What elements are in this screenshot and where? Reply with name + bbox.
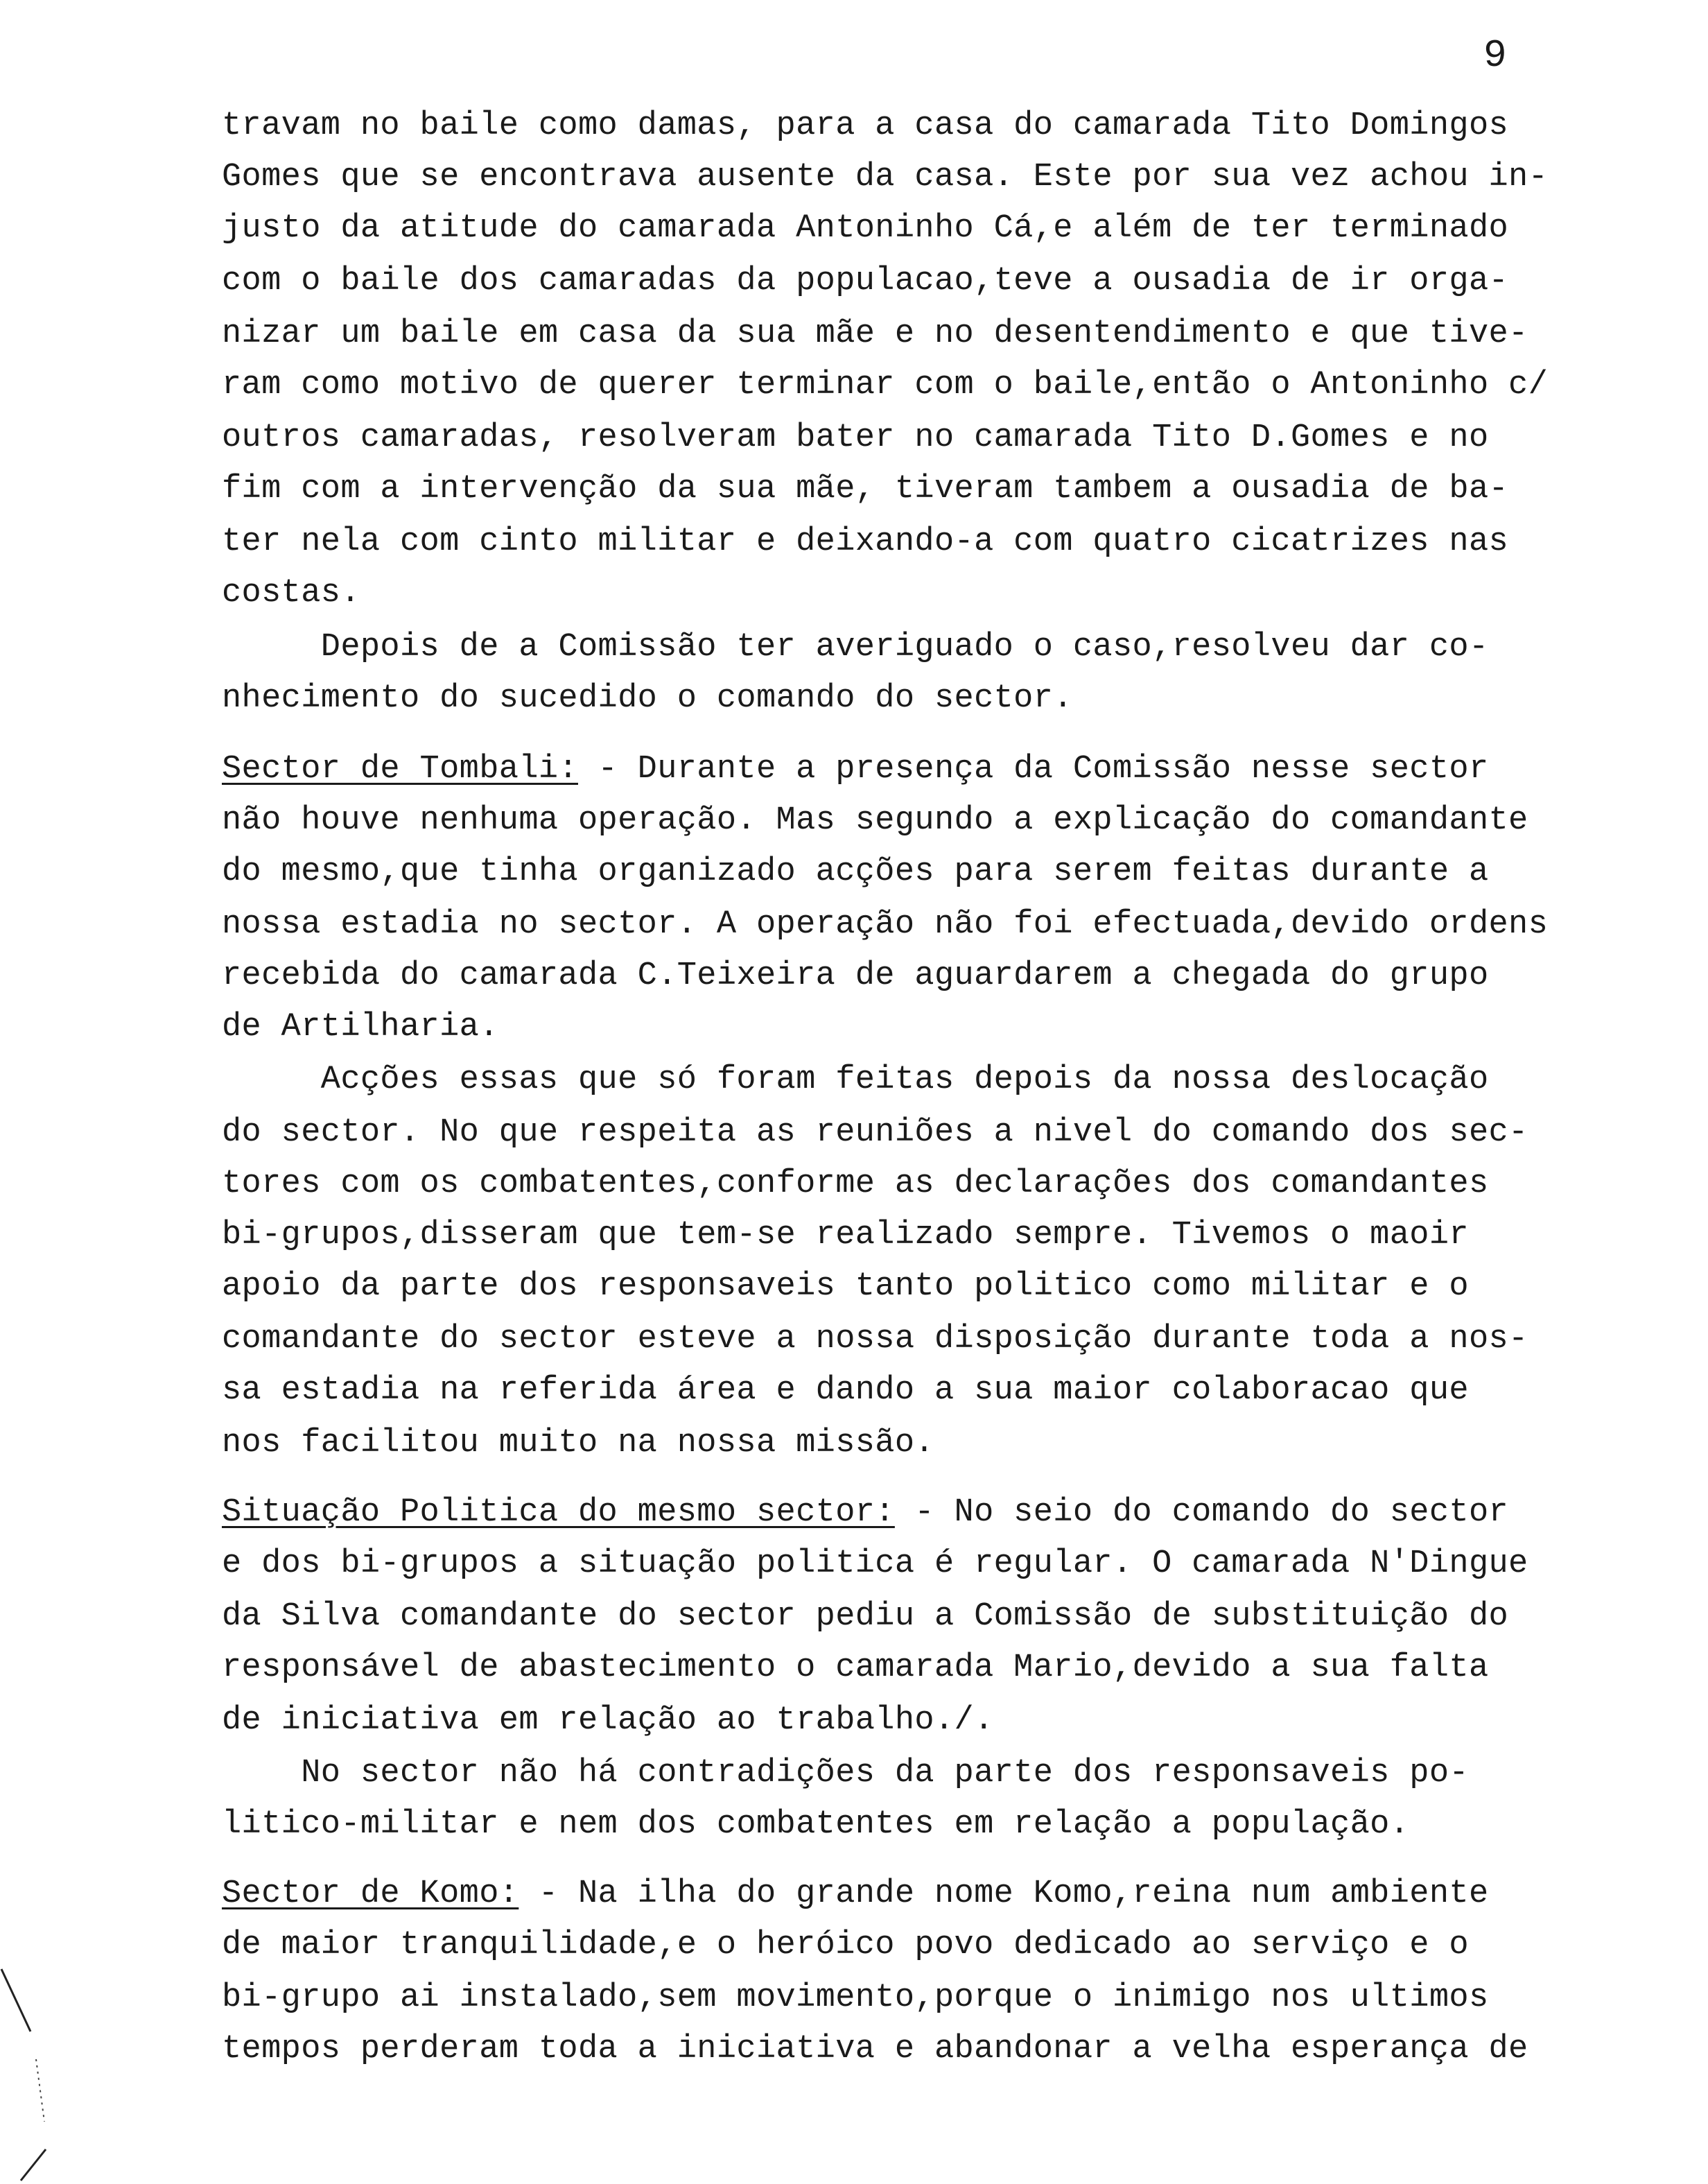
- line-text: bi-grupo ai instalado,sem movimento,porque o inimigo nos ultimos: [222, 1979, 1489, 2016]
- line-text: recebida do camarada C.Teixeira de aguardarem a chegada do grupo: [222, 957, 1489, 994]
- line-text: ter nela com cinto militar e deixando-a com quatro cicatrizes nas: [222, 523, 1509, 560]
- line-text: responsável de abastecimento o camarada Mario,devido a sua falta: [222, 1649, 1489, 1686]
- line-text: do mesmo,que tinha organizado acções para serem feitas durante a: [222, 853, 1489, 890]
- text-line: [222, 417, 1489, 459]
- text-line: [222, 1266, 1469, 1308]
- text-line: [222, 627, 1489, 668]
- line-text: - Na ilha do grande nome Komo,reina num ambiente: [518, 1875, 1489, 1912]
- line-text: travam no baile como damas, para a casa do camarada Tito Domingos: [222, 107, 1509, 144]
- text-line: [222, 1804, 1409, 1846]
- line-text: justo da atitude do camarada Antoninho Cá,e além de ter terminado: [222, 210, 1509, 247]
- text-line: [222, 1647, 1489, 1689]
- text-line: [222, 261, 1508, 302]
- line-text: Gomes que se encontrava ausente da casa. Este por sua vez achou in-: [222, 159, 1549, 196]
- section-heading: Situação Politica do mesmo sector:: [222, 1494, 895, 1531]
- line-text: apoio da parte dos responsaveis tanto politico como militar e o: [222, 1268, 1469, 1305]
- line-text: bi-grupos,disseram que tem-se realizado sempre. Tivemos o maoir: [222, 1217, 1469, 1254]
- text-line: [222, 1059, 1489, 1101]
- text-line: [222, 1370, 1469, 1412]
- line-text: com o baile dos camaradas da populacao,teve a ousadia de ir orga-: [222, 263, 1509, 300]
- line-text: do sector. No que respeita as reuniões a nivel do comando dos sec-: [222, 1114, 1528, 1151]
- margin-pen-mark: [0, 1941, 83, 2184]
- text-line: [222, 1873, 1489, 1915]
- text-line: [222, 678, 1073, 720]
- line-text: nizar um baile em casa da sua mãe e no desentendimento e que tive-: [222, 315, 1528, 352]
- text-line: [222, 1977, 1489, 2019]
- line-text: - Durante a presença da Comissão nesse sector: [577, 751, 1489, 788]
- line-text: Depois de a Comissão ter averiguado o caso,resolveu dar co-: [222, 629, 1489, 666]
- line-text: comandante do sector esteve a nossa disposição durante toda a nos-: [222, 1321, 1528, 1358]
- text-line: [222, 851, 1489, 893]
- line-text: litico-militar e nem dos combatentes em relação a população.: [222, 1806, 1410, 1843]
- text-line: [222, 521, 1508, 563]
- text-line: [222, 1700, 994, 1742]
- line-text: - No seio do comando do sector: [894, 1494, 1509, 1531]
- text-line: [222, 573, 360, 614]
- section-heading: Sector de Tombali:: [222, 751, 578, 788]
- text-line: [222, 1215, 1469, 1256]
- line-text: Acções essas que só foram feitas depois da nossa deslocação: [222, 1061, 1489, 1098]
- line-text: de iniciativa em relação ao trabalho./.: [222, 1702, 994, 1739]
- section-heading: Sector de Komo:: [222, 1875, 519, 1912]
- text-line: [222, 1163, 1489, 1205]
- text-line: [222, 1753, 1469, 1794]
- line-text: No sector não há contradições da parte dos responsaveis po-: [222, 1755, 1469, 1792]
- line-text: da Silva comandante do sector pediu a Comissão de substituição do: [222, 1598, 1509, 1635]
- text-line: [222, 1007, 499, 1048]
- line-text: de maior tranquilidade,e o heróico povo dedicado ao serviço e o: [222, 1927, 1469, 1964]
- text-line: [222, 1543, 1528, 1585]
- text-line: [222, 800, 1528, 842]
- line-text: outros camaradas, resolveram bater no camarada Tito D.Gomes e no: [222, 419, 1489, 456]
- text-line: [222, 469, 1508, 510]
- text-line: [222, 1423, 934, 1464]
- line-text: sa estadia na referida área e dando a sua maior colaboracao que: [222, 1372, 1469, 1409]
- text-line: [222, 2029, 1528, 2070]
- line-text: tempos perderam toda a iniciativa e abandonar a velha esperança de: [222, 2031, 1528, 2068]
- text-line: [222, 749, 1489, 790]
- line-text: e dos bi-grupos a situação politica é regular. O camarada N'Dingue: [222, 1545, 1528, 1582]
- page-number: 9: [1483, 33, 1507, 78]
- line-text: ram como motivo de querer terminar com o baile,então o Antoninho c/: [222, 367, 1549, 404]
- line-text: de Artilharia.: [222, 1009, 499, 1046]
- line-text: nos facilitou muito na nossa missão.: [222, 1425, 934, 1462]
- line-text: não houve nenhuma operação. Mas segundo a explicação do comandante: [222, 802, 1528, 839]
- text-line: [222, 1319, 1528, 1360]
- text-line: [222, 157, 1548, 198]
- text-line: [222, 105, 1508, 147]
- text-line: [222, 955, 1489, 997]
- line-text: nhecimento do sucedido o comando do sector.: [222, 680, 1073, 717]
- text-line: [222, 1596, 1508, 1638]
- text-line: [222, 365, 1548, 406]
- line-text: tores com os combatentes,conforme as declarações dos comandantes: [222, 1165, 1489, 1202]
- text-line: [222, 313, 1528, 355]
- text-line: [222, 1112, 1528, 1154]
- line-text: fim com a intervenção da sua mãe, tiveram tambem a ousadia de ba-: [222, 471, 1509, 508]
- text-line: [222, 1492, 1508, 1534]
- text-line: [222, 208, 1508, 250]
- text-line: [222, 1925, 1469, 1966]
- line-text: nossa estadia no sector. A operação não foi efectuada,devido ordens: [222, 906, 1549, 943]
- text-line: [222, 904, 1548, 946]
- line-text: costas.: [222, 575, 360, 612]
